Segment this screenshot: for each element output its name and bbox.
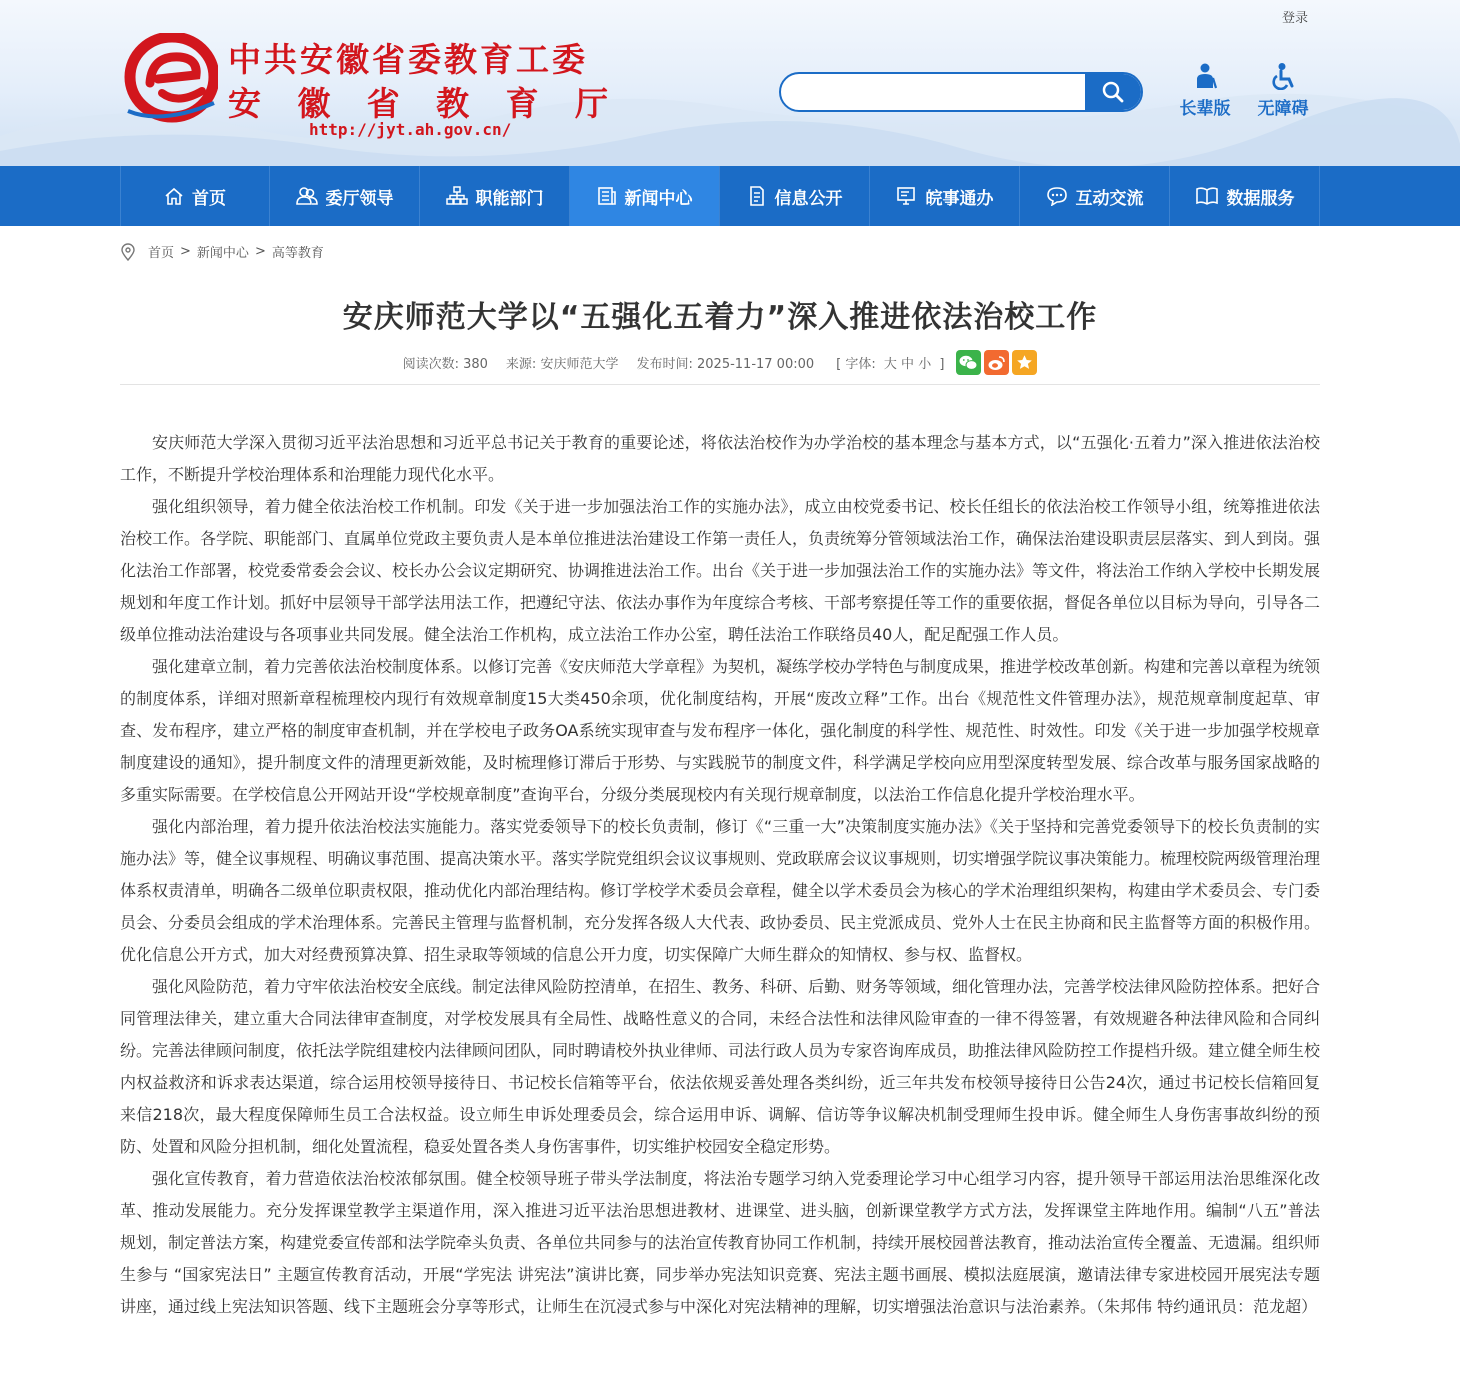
logo-char: 徽 (297, 84, 331, 123)
font-size-label: [ 字体: (836, 357, 876, 372)
favorite-icon (1016, 354, 1033, 371)
source (506, 353, 619, 372)
publish-time-value: 2025-11-17 00:00 (697, 357, 815, 372)
nav-item-info-disclosure[interactable] (720, 166, 870, 226)
home-icon (164, 186, 184, 206)
nav-item-leaders[interactable] (270, 166, 420, 226)
search-icon (1101, 80, 1125, 104)
monitor-icon (896, 186, 918, 206)
breadcrumb (120, 242, 324, 261)
font-size-bracket: ] (939, 357, 945, 372)
source-value: 安庆师范大学 (540, 357, 619, 372)
article-paragraph: 强化组织领导，着力健全依法治校工作机制。印发《关于进一步加强法治工作的实施办法》，成立由校党委书记、校长任组长的依法治校工作领导小组，统筹推进依法治校工作。各学院、职能部门、直属单位党政主要负责人是本单位推进法治建设工作第一责任人，负责统筹分管领域法治工作，确保法治建设职责层层落实、到人到岗。强化法治工作部署，校党委常委会会议、校长办公会议定期研究、协调推进法治工作。出台《关于进一步加强法治工作的实施办法》等文件，将法治工作纳入学校中长期发展规划和年度工作计划。抓好中层领导干部学法用法工作，把遵纪守法、依法办事作为年度综合考核、干部考察提任等工作的重要依据，督促各单位以目标为导向，引导各二级单位推动法治建设与各项事业共同发展。健全法治工作机构，成立法治工作办公室，聘任法治工作联络员40人，配足配强工作人员。 (120, 497, 1321, 644)
share-weibo-button[interactable] (984, 350, 1009, 375)
share-buttons (956, 350, 1037, 375)
document-icon (747, 186, 767, 206)
search-input[interactable] (793, 74, 1083, 110)
article-title: 安庆师范大学以“五强化五着力”深入推进依法治校工作 (342, 300, 1098, 335)
login-link[interactable]: 登录 (1282, 11, 1309, 26)
nav-label: 互动交流 (1075, 188, 1144, 209)
nav-item-data-services[interactable] (1170, 166, 1320, 226)
nav-label: 首页 (192, 188, 226, 209)
breadcrumb-news-center[interactable]: 新闻中心 (196, 246, 249, 261)
logo-e-icon[interactable] (122, 33, 218, 123)
users-icon (296, 186, 318, 206)
article-paragraph: 强化风险防范，着力守牢依法治校安全底线。制定法律风险防控清单，在招生、教务、科研、后勤、财务等领域，细化管理办法，完善学校法律风险防控体系。把好合同管理法律关，建立重大合同法律审查制度，对学校发展具有全局性、战略性意义的合同，未经合法性和法律风险审查的一律不得签署，有效规避各种法律风险和合同纠纷。完善法律顾问制度，依托法学院组建校内法律顾问团队，同时聘请校外执业律师、司法行政人员为专家咨询库成员，助推法律风险防控工作提档升级。建立健全师生校内权益救济和诉求表达渠道，综合运用校领导接待日、书记校长信箱等平台，依法依规妥善处理各类纠纷，近三年共发布校领导接待日公告24次，通过书记校长信箱回复来信218次，最大程度保障师生员工合法权益。设立师生申诉处理委员会，综合运用申诉、调解、信访等争议解决机制受理师生投申诉。健全师生人身伤害事故纠纷的预防、处置和风险分担机制，细化处置流程，稳妥处置各类人身伤害事件，切实维护校园安全稳定形势。 (120, 977, 1321, 1156)
news-icon (597, 186, 617, 206)
nav-label: 新闻中心 (624, 188, 693, 209)
main-nav (0, 166, 1460, 226)
breadcrumb-separator: > (254, 244, 266, 259)
chat-icon (1046, 186, 1068, 206)
article-paragraph: 强化内部治理，着力提升依法治校法实施能力。落实党委领导下的校长负责制，修订《“三重一大”决策制度实施办法》《关于坚持和完善党委领导下的校长负责制的实施办法》等，健全议事规程、明确议事范围、提高决策水平。落实学院党组织会议议事规则、党政联席会议议事规则，切实增强学院议事决策能力。梳理校院两级管理治理体系权责清单，明确各二级单位职责权限，推动优化内部治理结构。修订学校学术委员会章程，健全以学术委员会为核心的学术治理组织架构，构建由学术委员会、专门委员会、分委员会组成的学术治理体系。完善民主管理与监督机制，充分发挥各级人大代表、政协委员、民主党派成员、党外人士在民主协商和民主监督等方面的积极作用。优化信息公开方式，加大对经费预算决算、招生录取等领域的信息公开力度，切实保障广大师生群众的知情权、参与权、监督权。 (120, 817, 1321, 964)
nav-label: 职能部门 (475, 188, 544, 209)
logo-char: 教 (436, 84, 470, 123)
logo-url: http://jyt.ah.gov.cn/ (309, 120, 512, 139)
nav-item-home[interactable] (120, 166, 270, 226)
weibo-icon (987, 355, 1006, 371)
publish-label: 发布时间: (636, 357, 693, 372)
source-label: 来源: (505, 357, 537, 372)
breadcrumb-higher-education[interactable]: 高等教育 (271, 246, 324, 261)
breadcrumb-separator: > (180, 244, 191, 259)
nav-item-services[interactable] (870, 166, 1020, 226)
wechat-icon (959, 355, 978, 371)
read-count (403, 353, 488, 372)
font-size-large-button[interactable]: 大 (883, 357, 897, 372)
org-chart-icon (446, 186, 468, 206)
accessibility-label: 无障碍 (1257, 99, 1309, 119)
logo-char: 省 (366, 84, 400, 123)
share-favorite-button[interactable] (1012, 350, 1037, 375)
elder-label: 长辈版 (1179, 99, 1231, 119)
nav-label: 皖事通办 (925, 188, 994, 209)
wheelchair-icon (1269, 62, 1297, 90)
nav-label: 数据服务 (1226, 188, 1295, 209)
read-count-value: 380 (463, 357, 488, 372)
nav-label: 信息公开 (774, 188, 843, 209)
nav-item-departments[interactable] (420, 166, 570, 226)
elder-icon (1191, 62, 1219, 90)
location-pin-icon (120, 243, 136, 261)
elder-mode-button[interactable] (1174, 62, 1236, 119)
logo-title-line1: 中共安徽省委教育工委 (228, 40, 588, 79)
font-size-switcher (832, 353, 948, 372)
share-wechat-button[interactable] (956, 350, 981, 375)
nav-label: 委厅领导 (325, 188, 394, 209)
font-size-medium-button[interactable]: 中 (901, 357, 915, 372)
site-header (0, 0, 1460, 166)
logo-char: 厅 (574, 84, 608, 123)
logo-char: 安 (228, 84, 261, 123)
search-button[interactable] (1085, 74, 1141, 110)
search-box (779, 72, 1143, 112)
article-paragraph: 安庆师范大学深入贯彻习近平法治思想和习近平总书记关于教育的重要论述，将依法治校作为办学治校的基本理念与基本方式，以“五强化·五着力”深入推进依法治校工作，不断提升学校治理体系和治理能力现代化水平。 (120, 433, 1320, 484)
article-body (120, 427, 1320, 1323)
breadcrumb-home[interactable]: 首页 (148, 246, 175, 261)
article-paragraph: 强化建章立制，着力完善依法治校制度体系。以修订完善《安庆师范大学章程》为契机，凝练学校办学特色与制度成果，推进学校改革创新。构建和完善以章程为统领的制度体系，详细对照新章程梳理校内现行有效规章制度15大类450余项，优化制度结构，开展“废改立释”工作。出台《规范性文件管理办法》，规范规章制度起草、审查、发布程序，建立严格的制度审查机制，并在学校电子政务OA系统实现审查与发布程序一体化，强化制度的科学性、规范性、时效性。印发《关于进一步加强学校规章制度建设的通知》，提升制度文件的清理更新效能，及时梳理修订滞后于形势、与实践脱节的制度文件，科学满足学校向应用型深度转型发展、综合改革与服务国家战略的多重实际需要。在学校信息公开网站开设“学校规章制度”查询平台，分级分类展现校内有关现行规章制度，以法治工作信息化提升学校治理水平。 (120, 657, 1321, 804)
read-count-label: 阅读次数: (402, 357, 459, 372)
book-icon (1195, 186, 1219, 206)
mountain-background (0, 66, 1460, 166)
font-size-small-button[interactable]: 小 (918, 357, 932, 372)
nav-item-news[interactable] (570, 166, 720, 226)
accessibility-button[interactable] (1252, 62, 1314, 119)
publish-time (636, 353, 814, 372)
title-divider (120, 384, 1320, 385)
logo-char: 育 (505, 84, 539, 123)
nav-item-interaction[interactable] (1020, 166, 1170, 226)
logo-title-line2 (228, 78, 608, 125)
article-meta (120, 350, 1320, 375)
article-paragraph: 强化宣传教育，着力营造依法治校浓郁氛围。健全校领导班子带头学法制度，将法治专题学习纳入党委理论学习中心组学习内容，提升领导干部运用法治思维深化改革、推动发展能力。充分发挥课堂教学主渠道作用，深入推进习近平法治思想进教材、进课堂、进头脑，创新课堂教学方式方法，发挥课堂主阵地作用。编制“八五”普法规划，制定普法方案，构建党委宣传部和法学院牵头负责、各单位共同参与的法治宣传教育协同工作机制，持续开展校园普法教育，推动法治宣传全覆盖、无遗漏。组织师生参与 “国家宪法日” 主题宣传教育活动，开展“学宪法 讲宪法”演讲比赛，同步举办宪法知识竞赛、宪法主题书画展、模拟法庭展演，邀请法律专家进校园开展宪法专题讲座，通过线上宪法知识答题、线下主题班会分享等形式，让师生在沉浸式参与中深化对宪法精神的理解，切实增强法治意识与法治素养。（朱邦伟 特约通讯员：范龙超） (120, 1169, 1321, 1316)
